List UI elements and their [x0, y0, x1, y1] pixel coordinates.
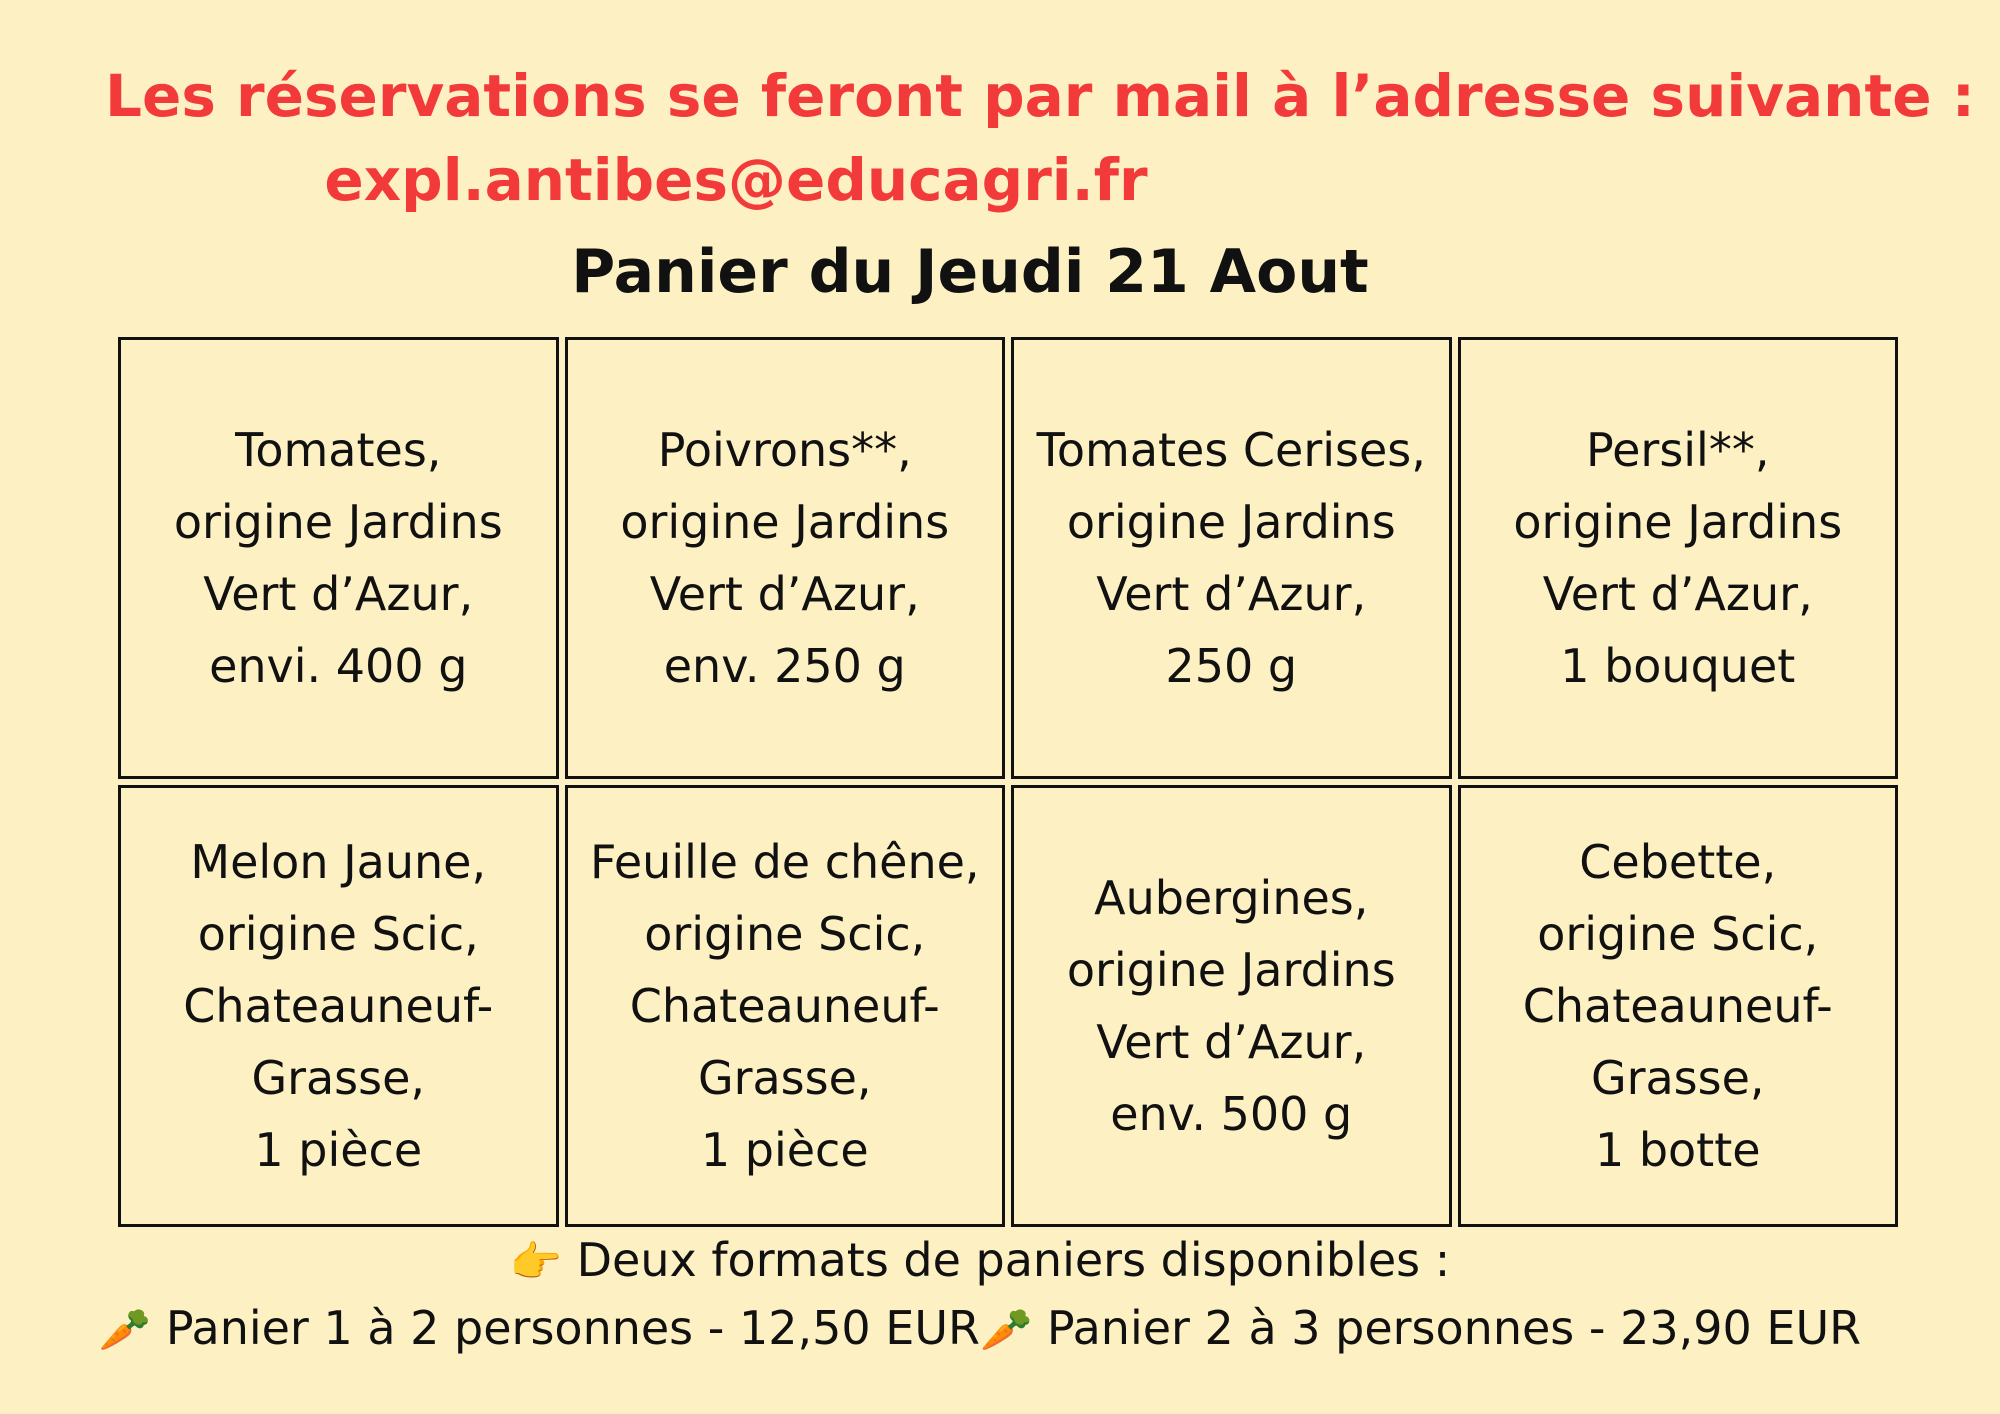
basket-1-price: Panier 1 à 2 personnes - 12,50 EUR [165, 1301, 980, 1355]
basket-2-price: Panier 2 à 3 personnes - 23,90 EUR [1046, 1301, 1862, 1355]
pointing-hand-icon: 👉 [509, 1237, 563, 1286]
product-text: Melon Jaune, origine Scic, Chateauneuf- Grasse, 1 pièce [183, 835, 494, 1177]
formats-line [0, 1228, 1980, 1294]
product-cell [565, 785, 1006, 1227]
product-cell [1011, 337, 1452, 779]
product-cell [1458, 785, 1899, 1227]
formats-label: Deux formats de paniers disponibles : [576, 1233, 1451, 1287]
page-title: Panier du Jeudi 21 Aout [571, 237, 1369, 307]
carrot-icon: 🥕 [98, 1305, 152, 1354]
product-text: Persil**, origine Jardins Vert d’Azur, 1 bouquet [1513, 423, 1843, 693]
product-cell [565, 337, 1006, 779]
reservation-email[interactable]: expl.antibes@educagri.fr [324, 146, 1148, 214]
basket-prices-line [0, 1296, 1980, 1362]
product-cell [1011, 785, 1452, 1227]
product-cell [118, 337, 559, 779]
reservation-notice: Les réservations se feront par mail à l’adresse suivante : [105, 62, 1975, 130]
product-text: Poivrons**, origine Jardins Vert d’Azur, env. 250 g [620, 423, 950, 693]
product-text: Tomates Cerises, origine Jardins Vert d’Azur, 250 g [1036, 423, 1426, 693]
product-text: Cebette, origine Scic, Chateauneuf- Grasse, 1 botte [1522, 835, 1833, 1177]
product-cell [118, 785, 559, 1227]
product-text: Tomates, origine Jardins Vert d’Azur, envi. 400 g [173, 423, 503, 693]
product-text: Aubergines, origine Jardins Vert d’Azur, env. 500 g [1066, 871, 1396, 1141]
product-cell [1458, 337, 1899, 779]
product-grid [118, 337, 1898, 1227]
carrot-icon: 🥕 [980, 1305, 1033, 1354]
product-text: Feuille de chêne, origine Scic, Chateauneuf- Grasse, 1 pièce [589, 835, 980, 1177]
